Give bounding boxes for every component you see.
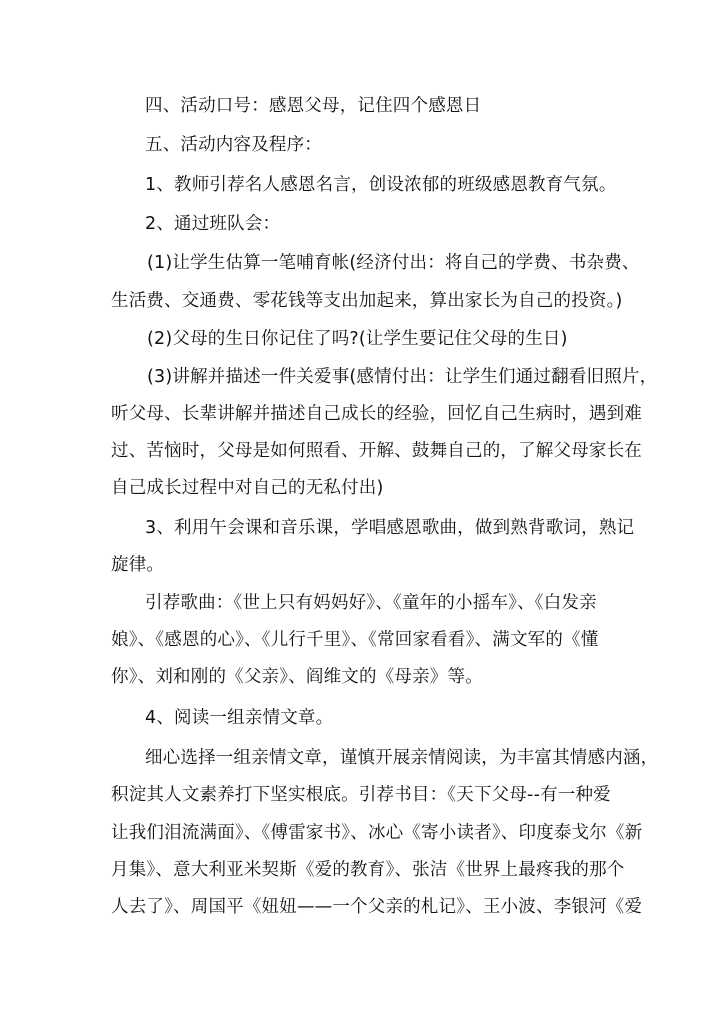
- text-line: 五、活动内容及程序：: [145, 135, 322, 155]
- text-line: (1)让学生估算一笔哺育帐(经济付出：将自己的学费、书杂费、: [147, 253, 640, 273]
- text-line: 自己成长过程中对自己的无私付出): [111, 478, 384, 498]
- text-line: 让我们泪流满面》、《傅雷家书》、冰心《寄小读者》、印度泰戈尔《新: [111, 823, 643, 843]
- text-line: (3)讲解并描述一件关爱事(感情付出：让学生们通过翻看旧照片，: [147, 367, 658, 387]
- text-line: (2)父母的生日你记住了吗?(让学生要记住父母的生日): [147, 329, 568, 349]
- text-line: 积淀其人文素养打下坚实根底。引荐书目：《天下父母--有一种爱: [111, 785, 611, 805]
- text-line: 4、阅读一组亲情文章。: [145, 708, 334, 728]
- text-line: 过、苦恼时，父母是如何照看、开解、鼓舞自己的，了解父母家长在: [111, 441, 642, 461]
- text-line: 细心选择一组亲情文章，谨慎开展亲情阅读，为丰富其情感内涵，: [145, 748, 659, 768]
- text-line: 你》、刘和刚的《父亲》、阎维文的《母亲》等。: [111, 667, 483, 687]
- text-line: 2、通过班队会：: [145, 214, 281, 234]
- text-line: 1、教师引荐名人感恩名言，创设浓郁的班级感恩教育气氛。: [145, 175, 617, 195]
- text-line: 听父母、长辈讲解并描述自己成长的经验，回忆自己生病时，遇到难: [111, 404, 642, 424]
- text-line: 生活费、交通费、零花钱等支出加起来，算出家长为自己的投资。): [111, 291, 623, 311]
- text-line: 引荐歌曲：《世上只有妈妈好》、《童年的小摇车》、《白发亲: [145, 593, 597, 613]
- text-line: 3、利用午会课和音乐课，学唱感恩歌曲，做到熟背歌词，熟记: [145, 518, 635, 538]
- text-line: 四、活动口号：感恩父母，记住四个感恩日: [145, 96, 482, 116]
- text-line: 人去了》、周国平《妞妞——一个父亲的札记》、王小波、李银河《爱: [111, 897, 643, 917]
- text-line: 月集》、意大利亚米契斯《爱的教育》、张洁《世界上最疼我的那个: [111, 860, 625, 880]
- text-line: 娘》、《感恩的心》、《儿行千里》、《常回家看看》、满文军的《懂: [111, 630, 599, 650]
- text-line: 旋律。: [111, 555, 165, 575]
